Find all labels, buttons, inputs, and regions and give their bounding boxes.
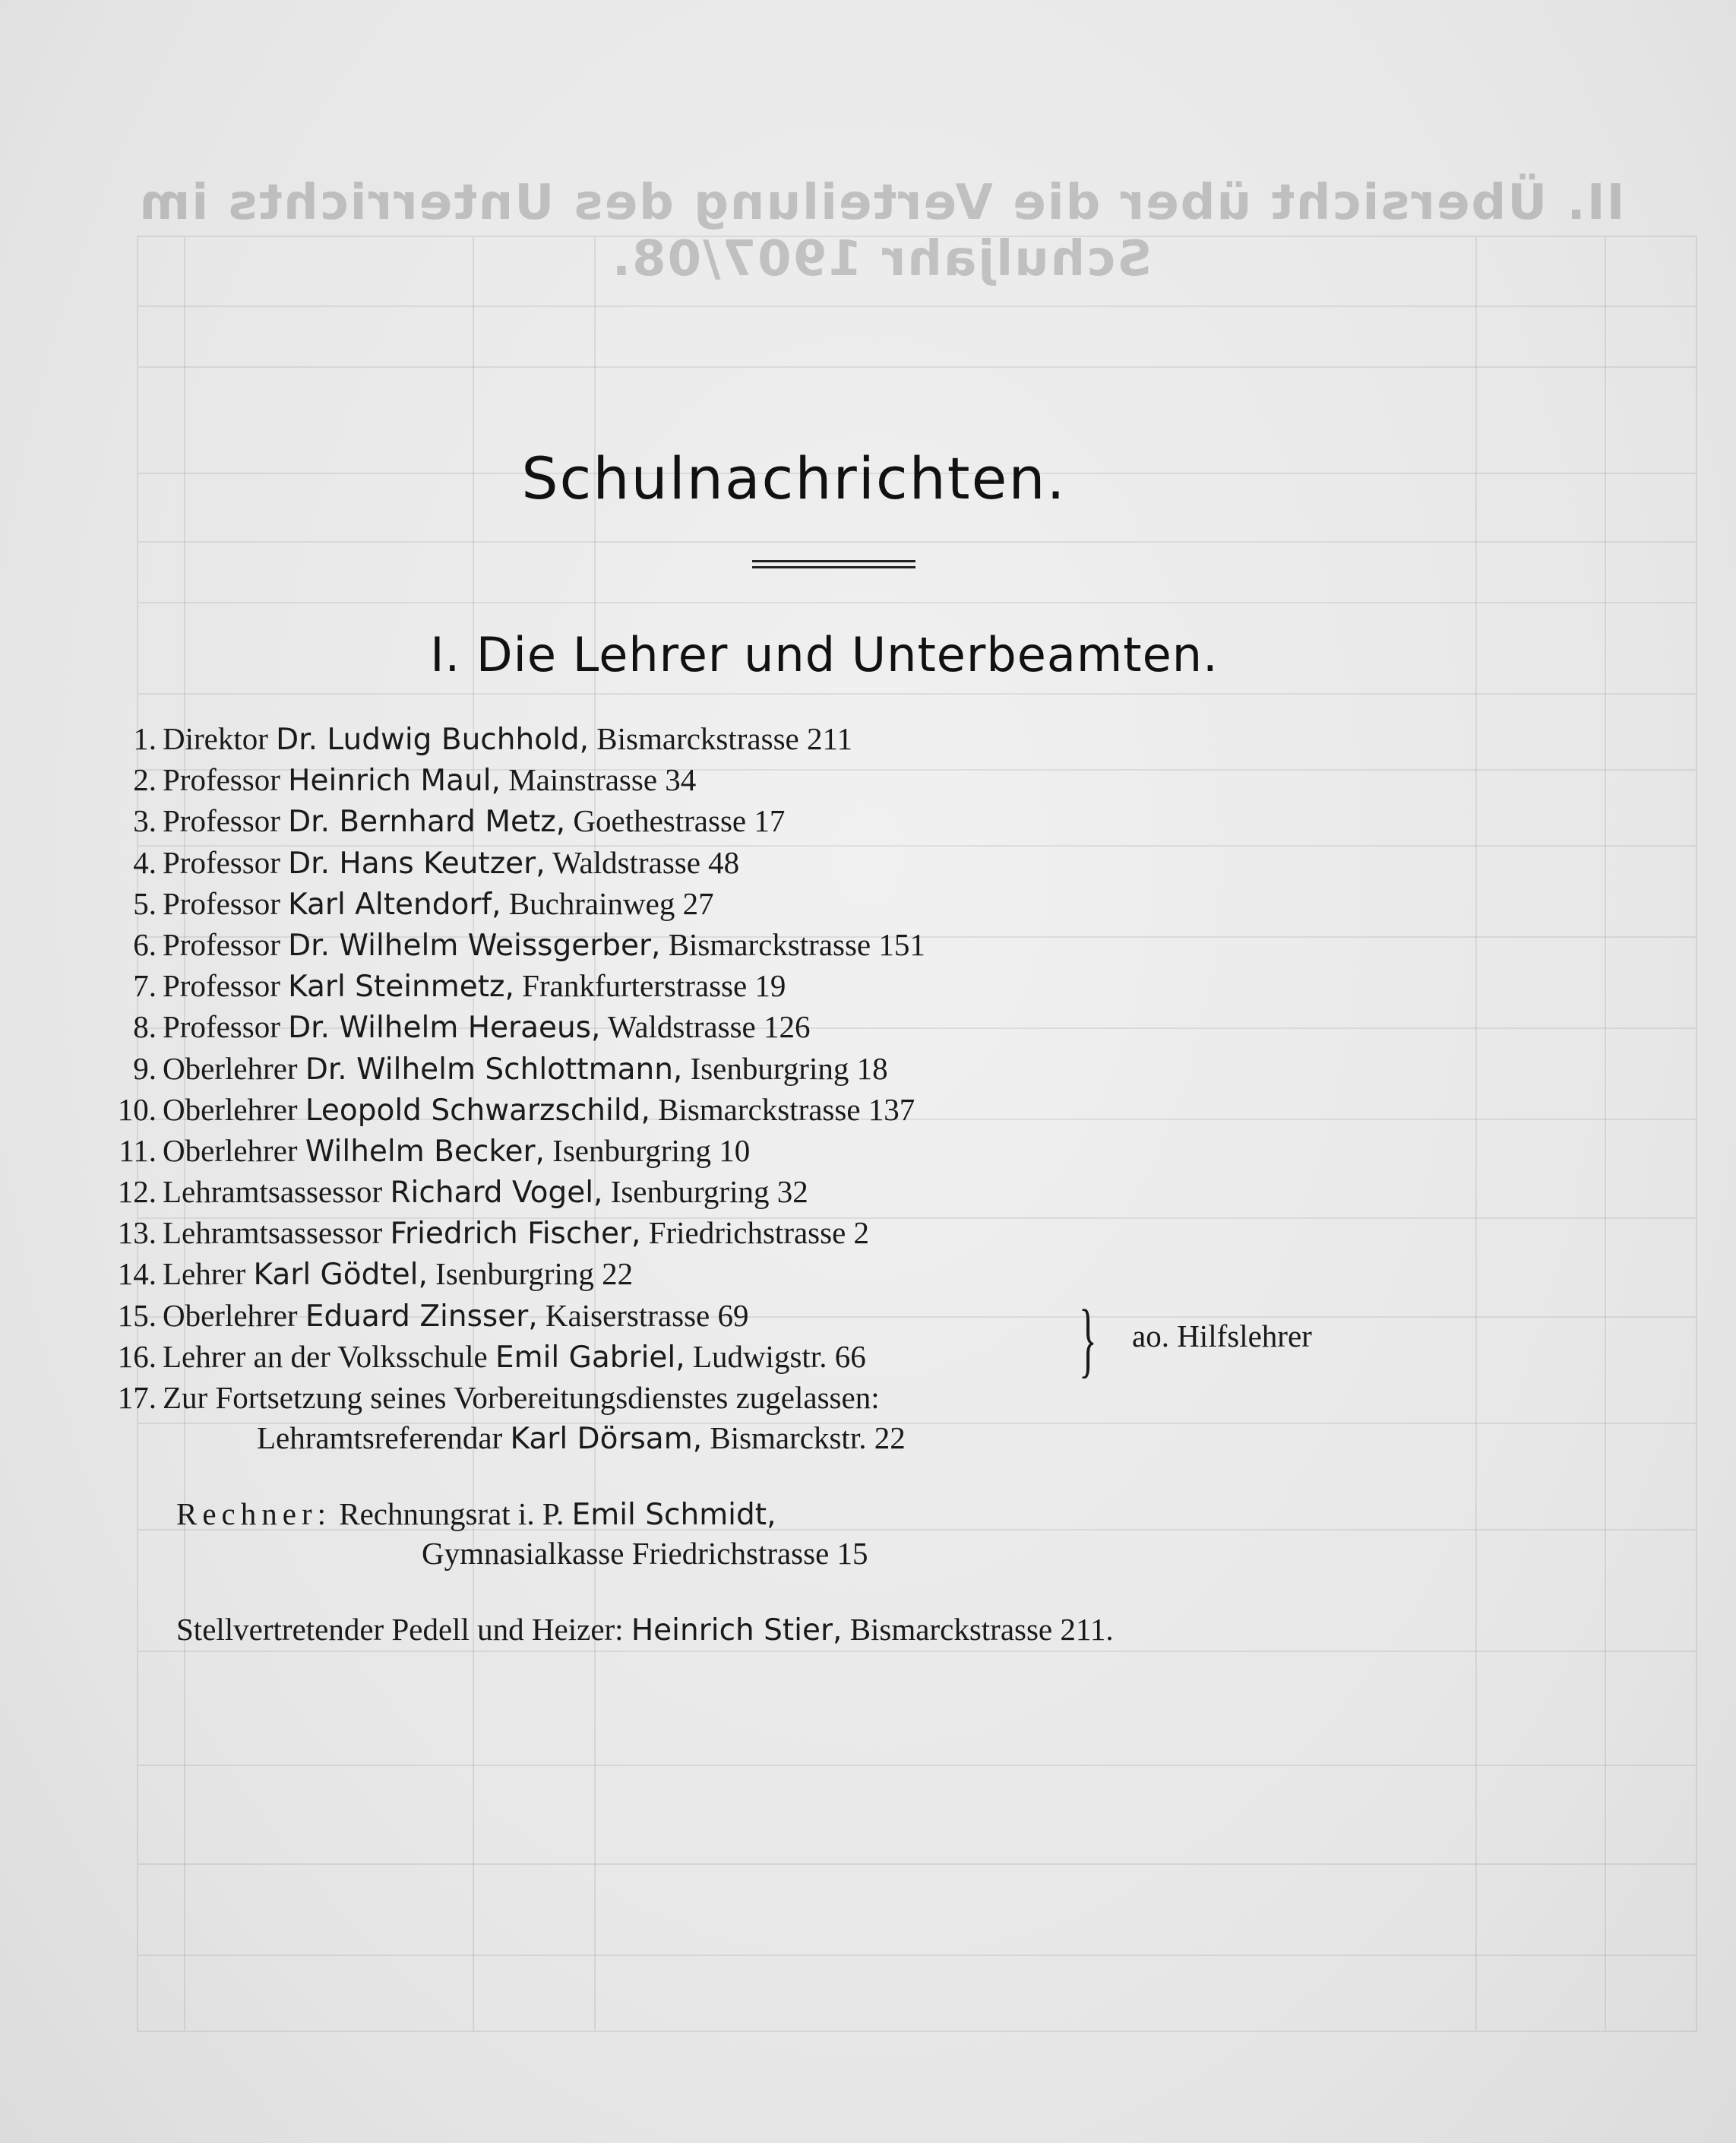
staff-role: Oberlehrer bbox=[163, 1297, 298, 1333]
rechner-name: Emil Schmidt, bbox=[571, 1498, 776, 1532]
staff-role: Zur Fortsetzung seines Vorbereitungsdienstes zugelassen: bbox=[163, 1380, 880, 1415]
row-number: 2. bbox=[133, 762, 157, 798]
staff-role: Lehrer an der Volksschule bbox=[163, 1338, 488, 1374]
row-number: 10. bbox=[117, 1091, 157, 1127]
staff-role: Professor bbox=[163, 762, 280, 798]
staff-name: Eduard Zinsser, bbox=[305, 1299, 538, 1334]
staff-address: Mainstrasse 34 bbox=[508, 762, 697, 798]
row-number: 16. bbox=[117, 1338, 157, 1374]
pedell-label: Stellvertretender Pedell und Heizer: bbox=[176, 1612, 624, 1647]
staff-name: Dr. Bernhard Metz, bbox=[288, 805, 566, 840]
title-rule-top bbox=[752, 560, 915, 562]
staff-address: Bismarckstrasse 137 bbox=[658, 1091, 915, 1127]
rechner-label: Rechner: bbox=[176, 1496, 331, 1531]
staff-row bbox=[90, 1006, 1548, 1047]
row-number: 5. bbox=[133, 885, 157, 921]
staff-address: Goethestrasse 17 bbox=[573, 803, 786, 839]
staff-address: Isenburgring 10 bbox=[552, 1132, 751, 1168]
staff-role: Professor bbox=[163, 885, 280, 921]
staff-address: Waldstrasse 126 bbox=[607, 1009, 811, 1045]
section-title: I. Die Lehrer und Unterbeamten. bbox=[430, 627, 1219, 682]
staff-address: Waldstrasse 48 bbox=[552, 844, 740, 880]
staff-row bbox=[90, 883, 1548, 924]
staff-role: Lehramtsassessor bbox=[163, 1215, 383, 1251]
pedell-line bbox=[176, 1611, 1114, 1648]
rechner-line bbox=[176, 1496, 776, 1532]
row-number: 13. bbox=[117, 1215, 157, 1251]
staff-role: Professor bbox=[163, 968, 280, 1004]
staff-address: Kaiserstrasse 69 bbox=[545, 1297, 749, 1333]
row-number: 17. bbox=[117, 1380, 157, 1415]
page-title: Schulnachrichten. bbox=[521, 445, 1067, 512]
staff-name: Dr. Wilhelm Heraeus, bbox=[288, 1011, 601, 1046]
staff-name: Heinrich Maul, bbox=[288, 764, 501, 799]
staff-name: Leopold Schwarzschild, bbox=[305, 1093, 650, 1128]
staff-role: Professor bbox=[163, 1009, 280, 1045]
staff-role: Lehrer bbox=[163, 1256, 246, 1292]
row-number: 11. bbox=[119, 1132, 157, 1168]
staff-role: Professor bbox=[163, 844, 280, 880]
staff-row bbox=[90, 1089, 1548, 1130]
staff-role: Oberlehrer bbox=[163, 1132, 298, 1168]
row-number: 1. bbox=[133, 721, 157, 756]
staff-name: Dr. Ludwig Buchhold, bbox=[276, 723, 590, 757]
staff-address: Bismarckstrasse 151 bbox=[668, 926, 925, 962]
rechner-address-line: Gymnasialkasse Friedrichstrasse 15 bbox=[422, 1536, 868, 1571]
staff-role: Professor bbox=[163, 926, 280, 962]
staff-row bbox=[90, 924, 1548, 965]
row-number: 7. bbox=[133, 968, 157, 1004]
referendar-name: Karl Dörsam, bbox=[510, 1422, 703, 1456]
row-number: 8. bbox=[133, 1009, 157, 1045]
staff-name: Emil Gabriel, bbox=[495, 1340, 685, 1375]
staff-role: Professor bbox=[163, 803, 280, 839]
pedell-address: Bismarckstrasse 211. bbox=[849, 1612, 1114, 1647]
staff-role: Lehramtsassessor bbox=[163, 1174, 383, 1210]
brace-label: ao. Hilfslehrer bbox=[1132, 1318, 1312, 1353]
pedell-name: Heinrich Stier, bbox=[631, 1613, 843, 1648]
staff-name: Dr. Wilhelm Weissgerber, bbox=[288, 928, 661, 963]
staff-row bbox=[90, 1171, 1548, 1212]
staff-name: Karl Gödtel, bbox=[253, 1258, 428, 1293]
staff-row bbox=[90, 1212, 1548, 1253]
hilfslehrer-brace bbox=[1079, 1293, 1383, 1385]
staff-name: Dr. Wilhelm Schlottmann, bbox=[305, 1052, 683, 1087]
staff-address: Isenburgring 22 bbox=[435, 1256, 634, 1292]
staff-name: Dr. Hans Keutzer, bbox=[288, 846, 545, 881]
staff-role: Oberlehrer bbox=[163, 1091, 298, 1127]
row-number: 6. bbox=[133, 926, 157, 962]
staff-row bbox=[90, 1377, 1548, 1418]
referendar-line bbox=[257, 1420, 906, 1456]
row-number: 4. bbox=[133, 844, 157, 880]
staff-row bbox=[90, 718, 1548, 759]
staff-address: Buchrainweg 27 bbox=[508, 885, 714, 921]
staff-name: Karl Altendorf, bbox=[288, 887, 501, 922]
staff-name: Friedrich Fischer, bbox=[390, 1217, 641, 1252]
staff-role: Oberlehrer bbox=[163, 1050, 298, 1086]
staff-row bbox=[90, 759, 1548, 800]
reverse-side-heading: II. Übersicht über die Verteilung des Unterrichts im Schuljahr 1907/08. bbox=[138, 175, 1625, 287]
referendar-address: Bismarckstr. 22 bbox=[710, 1420, 906, 1455]
staff-row bbox=[90, 842, 1548, 883]
staff-row bbox=[90, 1253, 1548, 1294]
staff-name: Richard Vogel, bbox=[390, 1176, 603, 1211]
title-rule-bottom bbox=[752, 566, 915, 568]
staff-address: Frankfurterstrasse 19 bbox=[522, 968, 786, 1004]
staff-address: Isenburgring 32 bbox=[610, 1174, 808, 1210]
staff-row bbox=[90, 1048, 1548, 1089]
staff-row bbox=[90, 800, 1548, 841]
staff-name: Karl Steinmetz, bbox=[288, 970, 514, 1005]
row-number: 12. bbox=[117, 1174, 157, 1210]
staff-address: Ludwigstr. 66 bbox=[692, 1338, 866, 1374]
staff-address: Friedrichstrasse 2 bbox=[648, 1215, 870, 1251]
staff-address: Bismarckstrasse 211 bbox=[596, 721, 852, 756]
staff-name: Wilhelm Becker, bbox=[305, 1134, 545, 1169]
staff-row bbox=[90, 965, 1548, 1006]
row-number: 3. bbox=[133, 803, 157, 839]
curly-brace-glyph: } bbox=[1079, 1293, 1097, 1385]
row-number: 14. bbox=[117, 1256, 157, 1292]
staff-row bbox=[90, 1130, 1548, 1171]
row-number: 9. bbox=[133, 1050, 157, 1086]
row-number: 15. bbox=[117, 1297, 157, 1333]
staff-address: Isenburgring 18 bbox=[690, 1050, 888, 1086]
rechner-title: Rechnungsrat i. P. bbox=[339, 1496, 564, 1531]
referendar-role: Lehramtsreferendar bbox=[257, 1420, 503, 1455]
staff-role: Direktor bbox=[163, 721, 268, 756]
